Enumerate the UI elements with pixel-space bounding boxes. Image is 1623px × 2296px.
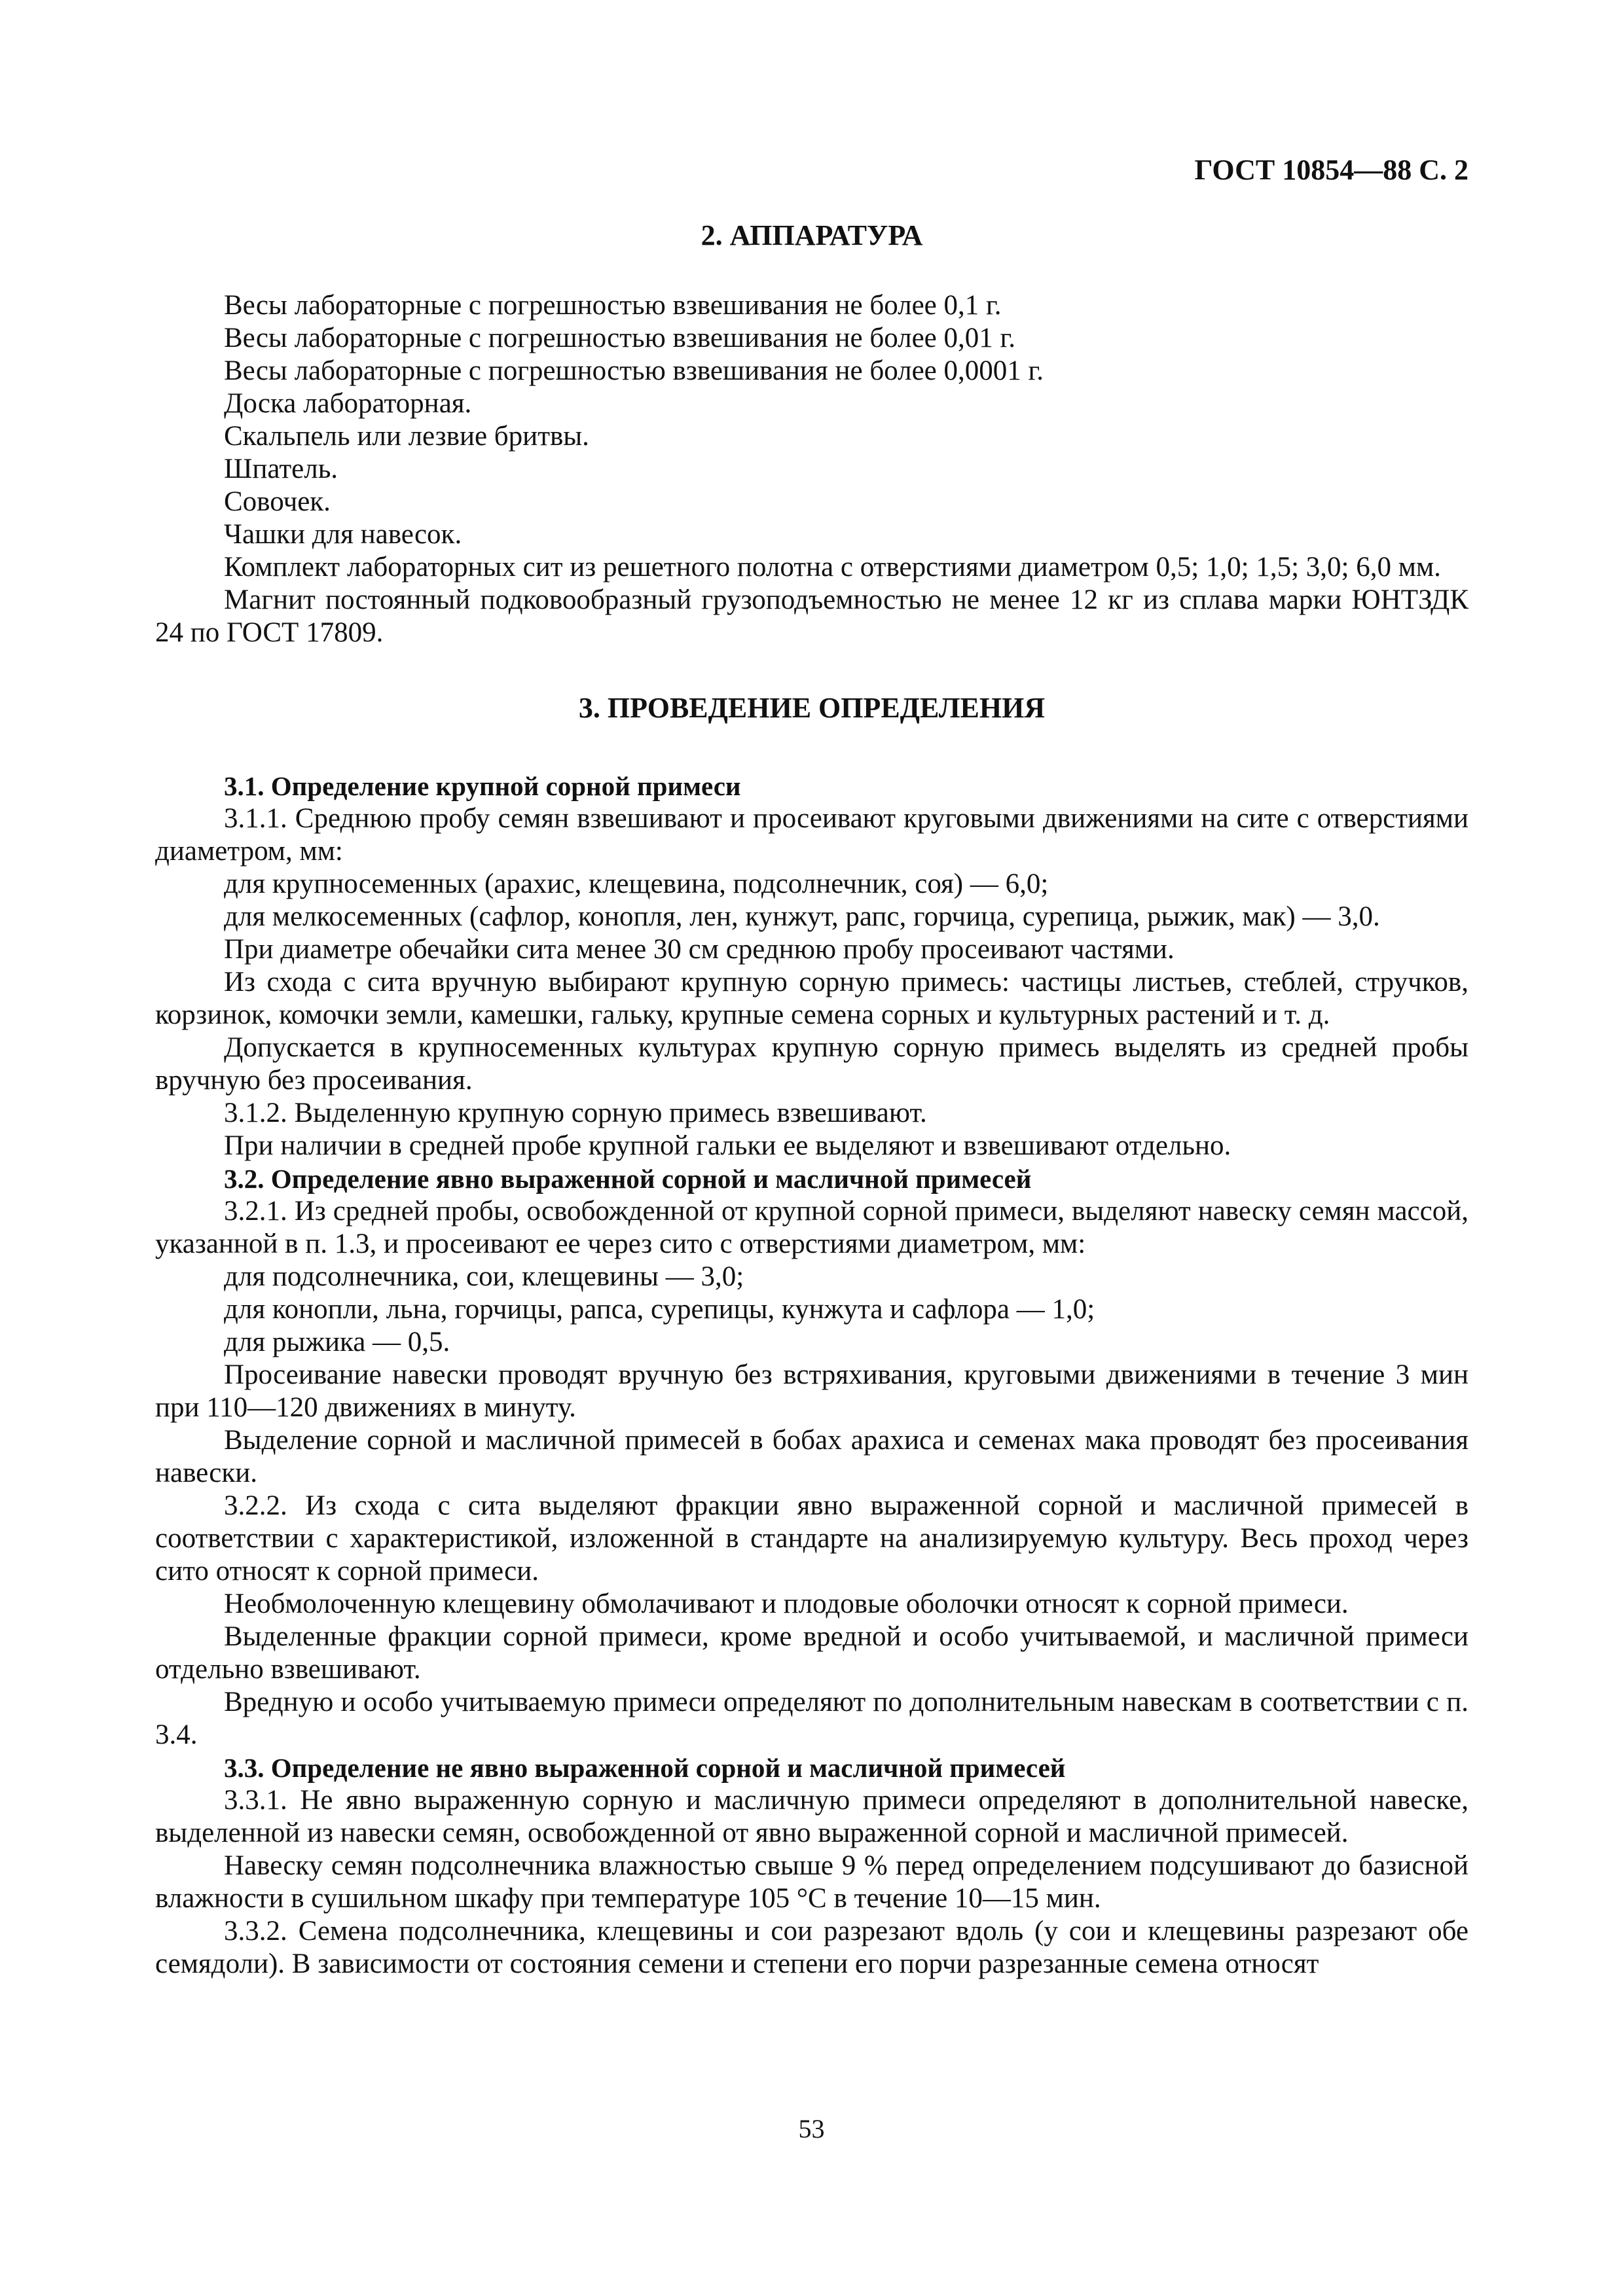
subsection-heading: 3.3. Определение не явно выраженной сорной и масличной примесей [224,1753,1066,1783]
paragraph: Из схода с сита вручную выбирают крупную сорную примесь: частицы листьев, стеблей, стручков, корзинок, комочки земли, камешки, гальку, крупные семена сорных и культурных растений и т. д. [155,967,1468,1030]
paragraph: 3.2.2. Из схода с сита выделяют фракции явно выраженной сорной и масличной примесей в соответствии с характеристикой, изложенной в стандарте на анализируемую культуру. Весь проход через сито относят к сорной примеси. [155,1490,1468,1587]
subsection-3-1 [155,770,1468,1162]
subsection-heading: 3.1. Определение крупной сорной примеси [224,771,741,801]
equipment-item: Весы лабораторные с погрешностью взвешивания не более 0,0001 г. [224,355,1044,386]
subsection-3-3 [155,1751,1468,1981]
paragraph: 3.3.2. Семена подсолнечника, клещевины и сои разрезают вдоль (у сои и клещевины разрезают обе семядоли). В зависимости от состояния семени и степени его порчи разрезанные семена относят [155,1916,1468,1979]
paragraph: для крупносеменных (арахис, клещевина, подсолнечник, соя) — 6,0; [224,869,1049,899]
document-reference: ГОСТ 10854—88 С. 2 [1194,154,1468,186]
equipment-item: Скальпель или лезвие бритвы. [224,421,589,452]
paragraph: Вредную и особо учитываемую примеси определяют по дополнительным навескам в соответствии с п. 3.4. [155,1687,1468,1750]
paragraph: При диаметре обечайки сита менее 30 см среднюю пробу просеивают частями. [224,934,1175,965]
paragraph: для рыжика — 0,5. [224,1327,450,1357]
paragraph: 3.1.1. Среднюю пробу семян взвешивают и просеивают круговыми движениями на сите с отверстиями диаметром, мм: [155,803,1468,867]
paragraph: Необмолоченную клещевину обмолачивают и плодовые оболочки относят к сорной примеси. [224,1588,1349,1619]
equipment-item: Магнит постоянный подковообразный грузоподъемностью не менее 12 кг из сплава марки ЮНТЗДК 24 по ГОСТ 17809. [155,584,1468,648]
equipment-item: Шпатель. [224,454,338,484]
equipment-item: Комплект лабораторных сит из решетного полотна с отверстиями диаметром 0,5; 1,0; 1,5; 3,0; 6,0 мм. [224,552,1441,583]
paragraph: Выделенные фракции сорной примеси, кроме вредной и особо учитываемой, и масличной примеси отдельно взвешивают. [155,1621,1468,1685]
section-3-title: 3. ПРОВЕДЕНИЕ ОПРЕДЕЛЕНИЯ [578,692,1046,724]
equipment-item: Весы лабораторные с погрешностью взвешивания не более 0,1 г. [224,290,1002,321]
equipment-item: Весы лабораторные с погрешностью взвешивания не более 0,01 г. [224,323,1016,353]
paragraph: Навеску семян подсолнечника влажностью свыше 9 % перед определением подсушивают до базисной влажности в сушильном шкафу при температуре 105 °С в течение 10—15 мин. [155,1850,1468,1914]
paragraph: Выделение сорной и масличной примесей в бобах арахиса и семенах мака проводят без просеивания навески. [155,1425,1468,1488]
section-2-title: 2. АППАРАТУРА [701,219,923,251]
paragraph: 3.2.1. Из средней пробы, освобожденной от крупной сорной примеси, выделяют навеску семян массой, указанной в п. 1.3, и просеивают ее через сито с отверстиями диаметром, мм: [155,1196,1468,1259]
equipment-list [155,289,1468,649]
paragraph: Просеивание навески проводят вручную без встряхивания, круговыми движениями в течение 3 мин при 110—120 движениях в минуту. [155,1359,1468,1423]
subsection-heading: 3.2. Определение явно выраженной сорной и масличной примесей [224,1164,1032,1194]
paragraph: 3.3.1. Не явно выраженную сорную и масличную примеси определяют в дополнительной навеске, выделенной из навески семян, освобожденной от явно выраженной сорной и масличной примесей. [155,1785,1468,1848]
paragraph: для мелкосеменных (сафлор, конопля, лен, кунжут, рапс, горчица, сурепица, рыжик, мак) — 3,0. [224,901,1380,932]
equipment-item: Чашки для навесок. [224,519,462,550]
paragraph: 3.1.2. Выделенную крупную сорную примесь взвешивают. [224,1098,927,1128]
paragraph: для подсолнечника, сои, клещевины — 3,0; [224,1261,744,1292]
document-page [155,151,1468,1981]
paragraph: При наличии в средней пробе крупной гальки ее выделяют и взвешивают отдельно. [224,1130,1231,1161]
subsection-3-2 [155,1162,1468,1751]
paragraph: Допускается в крупносеменных культурах крупную сорную примесь выделять из средней пробы вручную без просеивания. [155,1032,1468,1096]
page-number: 53 [798,2114,825,2144]
equipment-item: Совочек. [224,486,331,517]
paragraph: для конопли, льна, горчицы, рапса, сурепицы, кунжута и сафлора — 1,0; [224,1294,1095,1325]
equipment-item: Доска лабораторная. [224,388,472,419]
